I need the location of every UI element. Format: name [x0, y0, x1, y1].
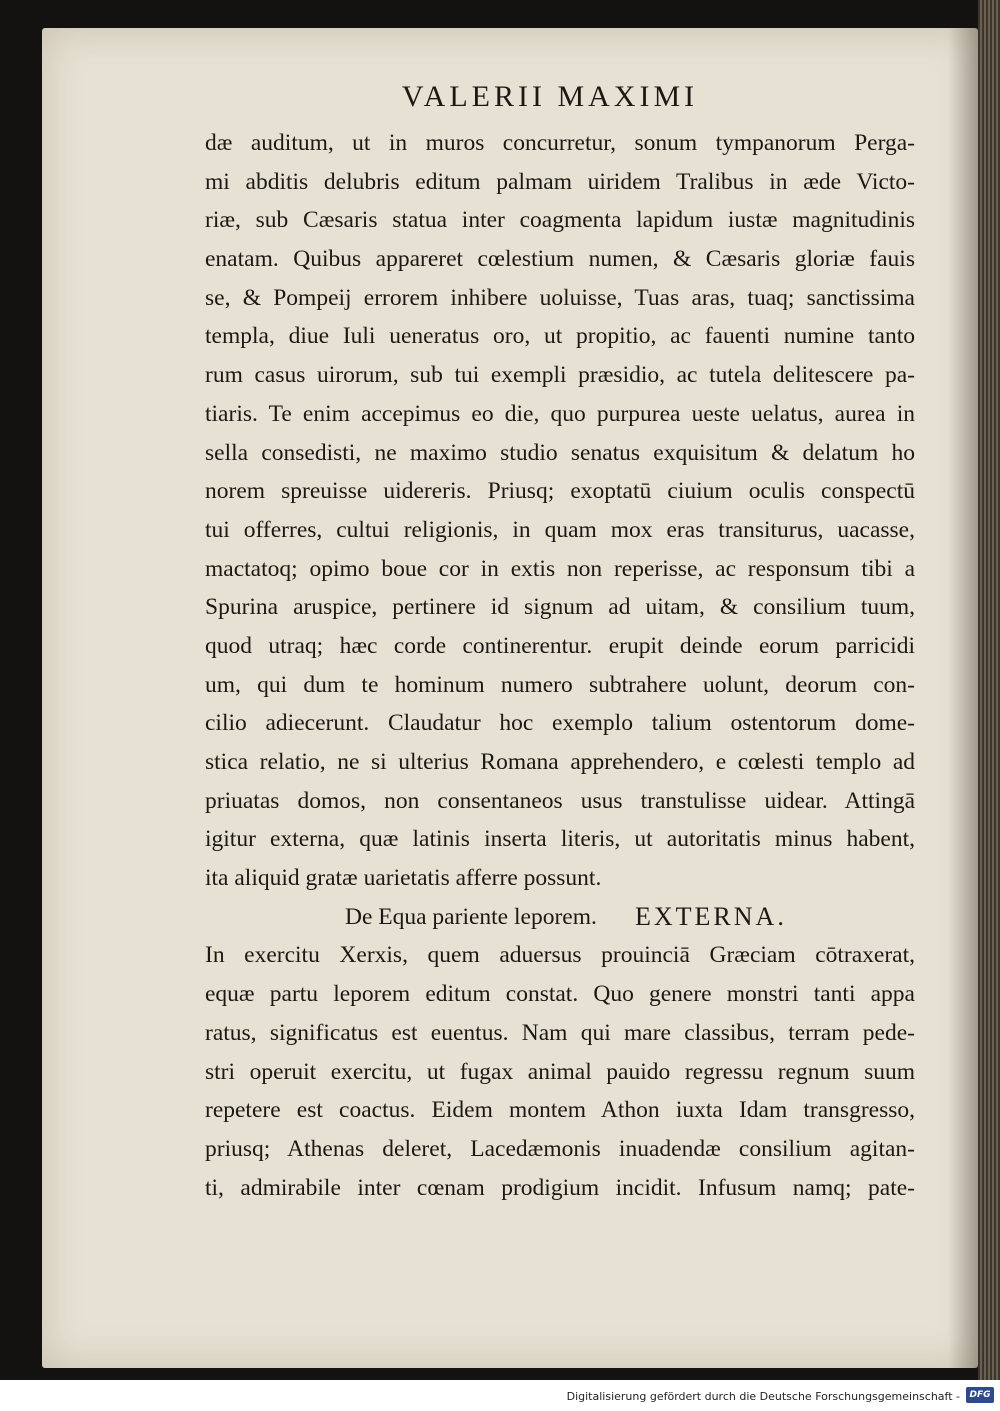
text-line: dæ auditum, ut in muros concurretur, sonum tympanorum Perga-	[205, 130, 915, 156]
text-line: rum casus uirorum, sub tui exempli præsidio, ac tutela delitescere pa-	[205, 362, 915, 389]
text-line: tiaris. Te enim accepimus eo die, quo purpurea ueste uelatus, aurea in	[205, 400, 915, 427]
section-label: EXTERNA.	[635, 901, 787, 931]
text-line: norem spreuisse uidereris. Priusq; exoptatū ciuium oculis conspectū	[205, 478, 915, 505]
text-line: priuatas domos, non consentaneos usus transtulisse uidear. Attingā	[205, 787, 915, 814]
text-line: stica relatio, ne si ulterius Romana apprehendero, e cœlesti templo ad	[205, 749, 915, 775]
running-head: VALERII MAXIMI	[401, 80, 699, 113]
text-line: ratus, significatus est euentus. Nam qui mare classibus, terram pede-	[205, 1019, 915, 1046]
text-line: um, qui dum te hominum numero subtrahere uolunt, deorum con-	[205, 671, 915, 698]
text-line: templa, diue Iuli ueneratus oro, ut propitio, ac fauenti numine tanto	[205, 323, 915, 350]
text-line: quod utraq; hæc corde continerentur. erupit deinde eorum parricidi	[205, 632, 915, 659]
paragraph-main	[205, 124, 915, 898]
text-line: igitur externa, quæ latinis inserta literis, ut autoritatis minus habent,	[205, 826, 915, 853]
text-line: cilio adiecerunt. Claudatur hoc exemplo talium ostentorum dome-	[205, 710, 915, 737]
text-line: stri operuit exercitu, ut fugax animal pauido regressu regnum suum	[205, 1058, 915, 1085]
text-line: se, & Pompeij errorem inhibere uoluisse, Tuas aras, tuaq; sanctissima	[205, 284, 915, 311]
footer-bar	[0, 1380, 1000, 1411]
book-edge	[978, 0, 1000, 1380]
text-line: priusq; Athenas deleret, Lacedæmonis inuadendæ consilium agitan-	[205, 1135, 915, 1162]
text-line: enatam. Quibus appareret cœlestium numen, & Cæsaris gloriæ fauis	[205, 246, 915, 273]
section-subtitle: De Equa pariente leporem.	[345, 903, 597, 930]
text-line: mi abditis delubris editum palmam uiridem Tralibus in æde Victo-	[205, 168, 915, 195]
text-line: repetere est coactus. Eidem montem Athon iuxta Idam transgresso,	[205, 1097, 915, 1124]
text-line: equæ partu leporem editum constat. Quo genere monstri tanti appa	[205, 981, 915, 1008]
paragraph-externa	[205, 936, 915, 1207]
text-block	[205, 124, 915, 1207]
text-line: ita aliquid gratæ uarietatis afferre possunt.	[205, 865, 602, 892]
dfg-logo[interactable]: DFG	[966, 1387, 994, 1403]
text-line: riæ, sub Cæsaris statua inter coagmenta lapidum iustæ magnitudinis	[205, 207, 915, 234]
text-line: ti, admirabile inter cœnam prodigium incidit. Infusum namq; pate-	[205, 1174, 915, 1201]
text-line: mactatoq; opimo boue cor in extis non reperisse, ac responsum tibi a	[205, 555, 915, 582]
text-line: tui offerres, cultui religionis, in quam mox eras transiturus, uacasse,	[205, 516, 915, 543]
text-line: Spurina aruspice, pertinere id signum ad uitam, & consilium tuum,	[205, 594, 915, 621]
section-heading-row	[205, 898, 915, 937]
text-line: sella consedisti, ne maximo studio senatus exquisitum & delatum ho	[205, 439, 915, 466]
funding-credit: Digitalisierung gefördert durch die Deutsche Forschungsgemeinschaft -	[566, 1390, 960, 1403]
text-line: In exercitu Xerxis, quem aduersus prouinciā Græciam cōtraxerat,	[205, 942, 915, 969]
